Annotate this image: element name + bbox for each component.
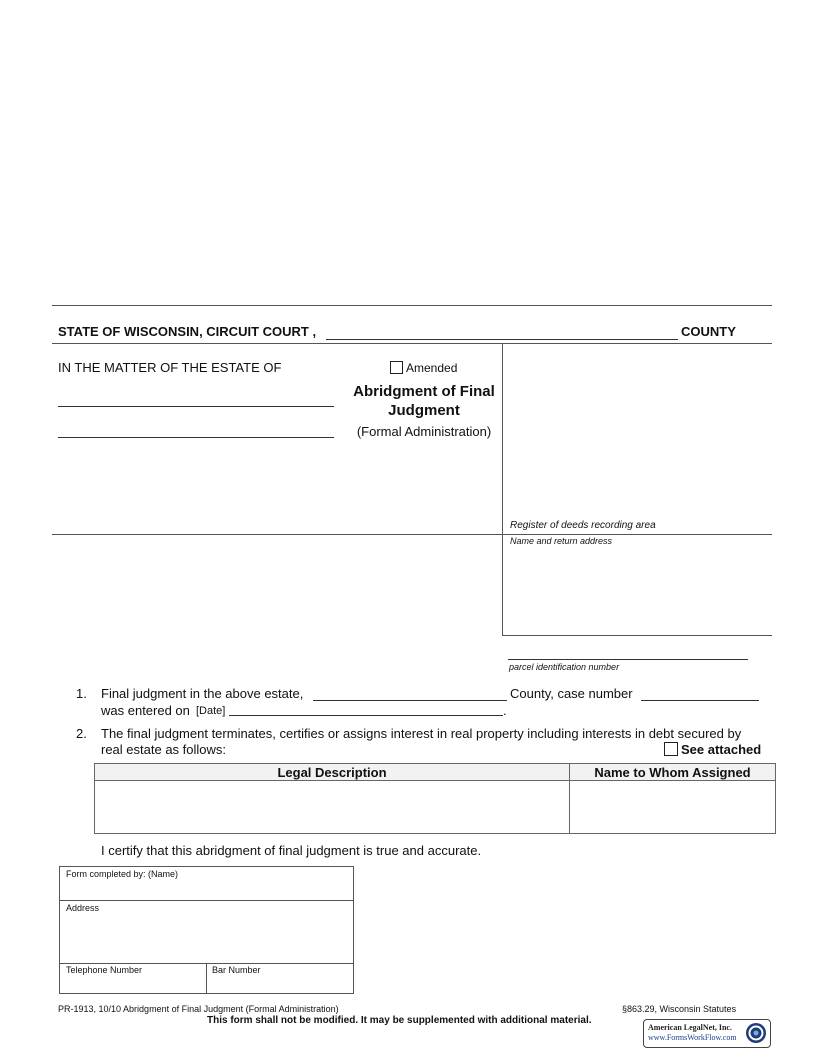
item1-text-b: County, case number bbox=[510, 686, 633, 701]
name-assigned-header: Name to Whom Assigned bbox=[570, 764, 776, 781]
form-id: PR-1913, 10/10 Abridgment of Final Judgment (Formal Administration) bbox=[58, 1004, 339, 1014]
county-name-line[interactable] bbox=[326, 339, 678, 340]
item2-text-a: The final judgment terminates, certifies or assigns interest in real property including interests in debt secured by bbox=[101, 726, 742, 741]
county-label: COUNTY bbox=[681, 324, 736, 339]
item1-number: 1. bbox=[76, 686, 87, 701]
form-completed-box bbox=[59, 866, 354, 994]
caption-second-rule bbox=[52, 343, 772, 344]
caption-third-rule bbox=[52, 534, 772, 535]
legal-description-cell[interactable] bbox=[95, 781, 570, 834]
legal-description-header: Legal Description bbox=[95, 764, 570, 781]
estate-name-line-2[interactable] bbox=[58, 437, 334, 438]
amended-checkbox[interactable] bbox=[390, 361, 403, 374]
table-row bbox=[95, 781, 776, 834]
item1-text-a: Final judgment in the above estate, bbox=[101, 686, 304, 701]
logo-company-name: American LegalNet, Inc. bbox=[648, 1023, 732, 1032]
statute-reference: §863.29, Wisconsin Statutes bbox=[622, 1004, 737, 1014]
form-title-line1: Abridgment of Final bbox=[353, 383, 495, 400]
item1-period: . bbox=[503, 703, 507, 718]
amended-label: Amended bbox=[406, 361, 458, 375]
register-area-label: Register of deeds recording area bbox=[510, 520, 656, 531]
name-assigned-cell[interactable] bbox=[570, 781, 776, 834]
item1-county-line[interactable] bbox=[313, 700, 507, 701]
box-rule-1 bbox=[60, 900, 353, 901]
form-title-line2: Judgment bbox=[388, 402, 460, 419]
see-attached-checkbox[interactable] bbox=[664, 742, 678, 756]
item2-number: 2. bbox=[76, 726, 87, 741]
return-address-label: Name and return address bbox=[510, 536, 613, 546]
address-field[interactable]: Address bbox=[66, 903, 100, 913]
legal-description-table bbox=[94, 763, 776, 834]
estate-name-line-1[interactable] bbox=[58, 406, 334, 407]
parcel-number-line[interactable] bbox=[508, 659, 748, 660]
completed-by-field[interactable]: Form completed by: (Name) bbox=[66, 869, 179, 879]
american-legalnet-logo[interactable] bbox=[643, 1019, 771, 1048]
matter-of-label: IN THE MATTER OF THE ESTATE OF bbox=[58, 360, 282, 375]
form-subtitle: (Formal Administration) bbox=[356, 424, 492, 439]
caption-divider bbox=[502, 343, 503, 635]
table-header-row bbox=[95, 764, 776, 781]
see-attached-group[interactable] bbox=[664, 742, 761, 757]
amended-checkbox-group[interactable] bbox=[390, 361, 457, 375]
item1-text-c: was entered on bbox=[101, 703, 190, 718]
see-attached-label: See attached bbox=[681, 742, 762, 757]
box-divider bbox=[206, 963, 207, 993]
bar-number-field[interactable]: Bar Number bbox=[212, 965, 261, 975]
telephone-field[interactable]: Telephone Number bbox=[66, 965, 143, 975]
date-hint: [Date] bbox=[196, 705, 226, 717]
modification-notice: This form shall not be modified. It may be supplemented with additional material. bbox=[207, 1015, 592, 1026]
state-court-label: STATE OF WISCONSIN, CIRCUIT COURT , bbox=[58, 324, 317, 339]
caption-top-rule bbox=[52, 305, 772, 306]
item1-date-line[interactable] bbox=[229, 715, 503, 716]
item2-text-b: real estate as follows: bbox=[101, 742, 227, 757]
logo-globe-icon bbox=[744, 1021, 768, 1045]
logo-website: www.FormsWorkFlow.com bbox=[648, 1033, 737, 1042]
certify-statement: I certify that this abridgment of final judgment is true and accurate. bbox=[101, 843, 482, 858]
parcel-label: parcel identification number bbox=[509, 662, 620, 672]
item1-case-number-line[interactable] bbox=[641, 700, 759, 701]
return-address-bottom-rule bbox=[502, 635, 772, 636]
